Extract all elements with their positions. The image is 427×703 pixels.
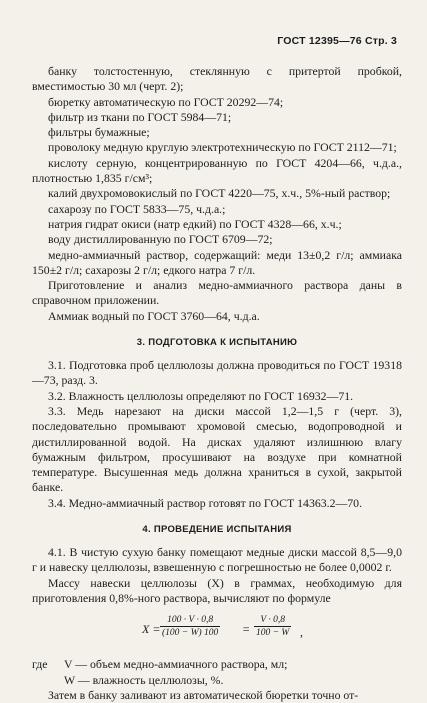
- reagent-jar: банку толстостенную, стеклянную с притертой пробкой, вместимостью 30 мл (черт. 2);: [32, 64, 402, 94]
- reagent-sucrose: сахарозу по ГОСТ 5833—75, ч.д.а.;: [48, 201, 226, 216]
- reagent-ammonia: Аммиак водный по ГОСТ 3760—64, ч.д.а.: [48, 308, 260, 323]
- formula-fraction-2: [254, 615, 291, 638]
- clause-4-1-continued: Затем в банку заливают из автоматической бюретки точно от-: [48, 687, 359, 702]
- formula-equals: =: [242, 622, 251, 637]
- formula-numerator-1: 100 · V · 0,8: [160, 615, 220, 627]
- clause-3-3: 3.3. Медь нарезают на диски массой 1,2—1,5 г (черт. 3), последовательно промывают хромовой смесью, водопроводной и дистиллированной водой. На дисках удаляют излишнюю влагу бумажным фильтром, просушивают на воздухе при комнатной температуре. Высушенная медь должна храниться в сухой, закрытой банке.: [32, 403, 402, 495]
- formula-comma: ,: [300, 625, 303, 640]
- where-v: [32, 657, 402, 672]
- formula-denominator-1: (100 − W) 100: [162, 628, 219, 639]
- mass-formula: [32, 609, 402, 653]
- reagent-copper-wire: проволоку медную круглую электротехническую по ГОСТ 2112—71;: [48, 140, 397, 155]
- reagent-sulfuric-acid: кислоту серную, концентрированную по ГОСТ 4204—66, ч.д.а., плотностью 1,835 г/см³;: [32, 155, 402, 186]
- reagent-cloth-filter: фильтр из ткани по ГОСТ 5984—71;: [48, 109, 232, 124]
- reagent-copper-ammonia: медно-аммиачный раствор, содержащий: меди 13±0,2 г/л; аммиака 150±2 г/л; сахарозы 2 г/л; едкого натра 7 г/л.: [32, 247, 402, 277]
- formula-fraction-1: [160, 615, 220, 638]
- reagent-distilled-water: воду дистиллированную по ГОСТ 6709—72;: [48, 232, 273, 247]
- document-body: [32, 64, 402, 703]
- where-v-text: V — объем медно-аммиачного раствора, мл;: [64, 657, 288, 672]
- reagent-potassium-dichromate: калий двухромовокислый по ГОСТ 4220—75, х.ч., 5%-ный раствор;: [48, 186, 391, 201]
- standard-number: ГОСТ 12395—76: [277, 35, 362, 47]
- formula-numerator-2: V · 0,8: [254, 615, 291, 627]
- reagent-paper-filters: фильтры бумажные;: [48, 125, 150, 140]
- formula-intro: Массу навески целлюлозы (X) в граммах, необходимую для приготовления 0,8%-ного раствора, вычисляют по формуле: [32, 575, 402, 605]
- reagent-sodium-hydroxide: натрия гидрат окиси (натр едкий) по ГОСТ 4328—66, х.ч.;: [48, 216, 342, 231]
- where-w-text: W — влажность целлюлозы, %.: [64, 672, 224, 687]
- where-label: где: [32, 657, 48, 672]
- clause-3-1: 3.1. Подготовка проб целлюлозы должна проводиться по ГОСТ 19318—73, разд. 3.: [32, 358, 402, 388]
- clause-4-1: 4.1. В чистую сухую банку помещают медные диски массой 8,5—9,0 г и навеску целлюлозы, взвешенную с погрешностью не более 0,0002 г.: [32, 545, 402, 575]
- clause-3-2: 3.2. Влажность целлюлозы определяют по ГОСТ 16932—71.: [48, 388, 354, 403]
- reagent-preparation-note: Приготовление и анализ медно-аммиачного раствора даны в справочном приложении.: [32, 278, 402, 308]
- formula-lhs: X =: [142, 622, 161, 637]
- section-4-heading: 4. ПРОВЕДЕНИЕ ИСПЫТАНИЯ: [142, 524, 292, 536]
- page-header: [277, 35, 397, 47]
- formula-denominator-2: 100 − W: [256, 628, 290, 639]
- clause-3-4: 3.4. Медно-аммиачный раствор готовят по ГОСТ 14363.2—70.: [48, 495, 363, 510]
- section-3-heading: 3. ПОДГОТОВКА К ИСПЫТАНИЮ: [136, 337, 298, 349]
- reagent-burette: бюретку автоматическую по ГОСТ 20292—74;: [48, 94, 284, 109]
- page-number: Стр. 3: [364, 35, 397, 47]
- where-w: [32, 673, 402, 688]
